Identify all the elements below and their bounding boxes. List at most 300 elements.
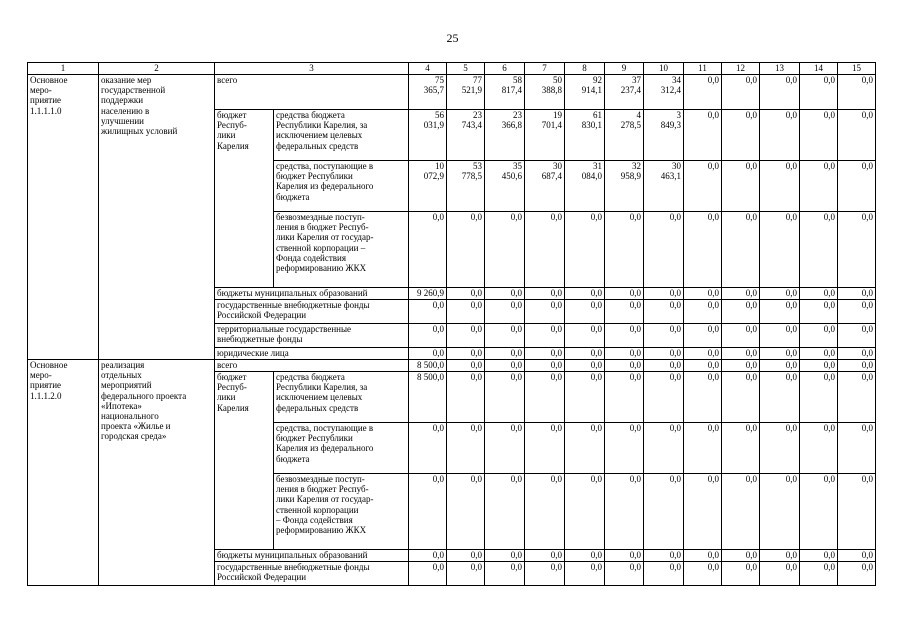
value-cell: 0,0	[605, 423, 644, 474]
value-cell: 0,0	[760, 423, 800, 474]
funding-source-cell	[274, 474, 409, 550]
funding-source-cell	[215, 324, 409, 348]
value-cell	[565, 161, 605, 212]
value-cell	[485, 161, 525, 212]
value-cell: 0,0	[800, 75, 838, 110]
value-cell	[409, 75, 447, 110]
value-cell	[525, 161, 565, 212]
header-cell: 7	[525, 63, 565, 75]
page-number: 25	[446, 31, 459, 45]
value-cell: 0,0	[485, 372, 525, 423]
funding-source-cell: всего	[215, 360, 409, 372]
funding-source-line: Российской Федерации	[217, 572, 307, 583]
budget-table	[27, 62, 876, 586]
funding-source-line: лики Карелия от государ-	[276, 232, 374, 243]
funding-source-line: ления в бюджет Респуб-	[276, 484, 369, 495]
table-row	[28, 75, 876, 110]
value-part: 849,3	[660, 120, 681, 131]
funding-source-cell: юридические лица	[215, 348, 409, 360]
value-part: 031,9	[423, 120, 444, 131]
value-part: 31	[593, 161, 602, 171]
value-part: 778,5	[461, 171, 482, 182]
value-cell: 0,0	[525, 423, 565, 474]
activity-code-line: Основное	[30, 75, 68, 85]
funding-source-line: – Фонда содействия	[276, 514, 353, 525]
value-cell: 0,0	[838, 300, 876, 324]
value-cell: 0,0	[485, 360, 525, 372]
value-cell: 0,0	[565, 372, 605, 423]
value-part: 084,0	[581, 171, 602, 182]
value-cell: 0,0	[644, 550, 684, 562]
value-cell	[525, 75, 565, 110]
value-cell: 0,0	[644, 360, 684, 372]
budget-source-group-line: бюджет	[217, 110, 247, 120]
value-part: 23	[513, 110, 522, 120]
funding-source-line: реформированию ЖКХ	[276, 525, 367, 536]
budget-source-group-line: Карелия	[217, 402, 249, 413]
value-cell: 0,0	[800, 360, 838, 372]
activity-description-line: улучшении	[101, 115, 144, 126]
value-part: 450,6	[501, 171, 522, 182]
value-part: 237,4	[620, 85, 641, 96]
value-cell: 0,0	[722, 288, 760, 300]
value-part: 312,4	[660, 85, 681, 96]
budget-source-group-cell	[215, 110, 274, 288]
value-cell: 0,0	[644, 372, 684, 423]
value-cell: 0,0	[760, 324, 800, 348]
funding-source-line: бюджета	[276, 453, 310, 464]
value-cell: 0,0	[409, 348, 447, 360]
value-part: 35	[513, 161, 522, 171]
value-part: 61	[593, 110, 602, 120]
value-cell: 0,0	[485, 212, 525, 288]
value-cell: 0,0	[644, 348, 684, 360]
value-cell: 0,0	[644, 324, 684, 348]
budget-source-group-line: лики	[217, 130, 236, 141]
value-cell: 0,0	[722, 550, 760, 562]
table-row	[28, 360, 876, 372]
value-cell: 0,0	[684, 360, 722, 372]
value-cell: 0,0	[800, 372, 838, 423]
value-cell: 0,0	[760, 110, 800, 161]
value-cell	[605, 110, 644, 161]
value-cell: 0,0	[485, 348, 525, 360]
value-cell: 0,0	[800, 324, 838, 348]
activity-description-line: федерального проекта	[101, 390, 187, 401]
value-cell: 0,0	[447, 423, 485, 474]
funding-source-line: средства бюджета	[276, 372, 345, 382]
value-cell: 0,0	[684, 562, 722, 586]
value-cell: 0,0	[525, 348, 565, 360]
activity-description-line: «Ипотека»	[101, 400, 142, 411]
value-cell: 0,0	[565, 474, 605, 550]
funding-source-line: лики Карелия от государ-	[276, 494, 374, 505]
value-cell: 0,0	[525, 212, 565, 288]
value-cell	[605, 75, 644, 110]
value-part: 687,4	[541, 171, 562, 182]
value-cell: 0,0	[760, 348, 800, 360]
value-cell: 0,0	[485, 474, 525, 550]
activity-description-line: реализация	[101, 360, 145, 370]
value-cell: 0,0	[485, 562, 525, 586]
value-cell: 0,0	[605, 562, 644, 586]
value-cell: 0,0	[800, 212, 838, 288]
value-cell: 0,0	[447, 474, 485, 550]
value-cell: 0,0	[605, 348, 644, 360]
funding-source-line: ственной корпорации –	[276, 242, 366, 253]
activity-code-cell	[28, 75, 99, 360]
header-cell: 3	[215, 63, 409, 75]
value-part: 072,9	[423, 171, 444, 182]
funding-source-cell	[274, 110, 409, 161]
value-cell: 0,0	[447, 372, 485, 423]
value-cell: 0,0	[525, 324, 565, 348]
value-cell: 0,0	[525, 372, 565, 423]
value-cell: 0,0	[838, 161, 876, 212]
value-part: 701,4	[541, 120, 562, 131]
value-part: 366,8	[501, 120, 522, 131]
funding-source-cell	[215, 300, 409, 324]
funding-source-line: государственные внебюджетные фонды	[217, 300, 370, 310]
value-cell: 8 500,0	[409, 360, 447, 372]
value-part: 4	[636, 110, 641, 120]
value-cell	[605, 161, 644, 212]
header-cell: 4	[409, 63, 447, 75]
value-part: 92	[593, 75, 602, 85]
header-cell: 14	[800, 63, 838, 75]
value-cell	[644, 75, 684, 110]
value-cell: 0,0	[800, 110, 838, 161]
value-part: 914,1	[581, 85, 602, 96]
funding-source-line: федеральных средств	[276, 140, 359, 151]
value-cell: 0,0	[525, 288, 565, 300]
value-cell	[644, 161, 684, 212]
value-cell: 0,0	[447, 288, 485, 300]
value-part: 958,9	[620, 171, 641, 182]
value-part: 3	[676, 110, 681, 120]
value-cell: 0,0	[485, 300, 525, 324]
value-cell: 0,0	[838, 360, 876, 372]
activity-description-line: проекта «Жилье и	[101, 421, 171, 432]
value-cell: 0,0	[409, 300, 447, 324]
value-cell: 0,0	[565, 360, 605, 372]
funding-source-cell	[274, 423, 409, 474]
value-cell	[485, 110, 525, 161]
value-cell: 0,0	[838, 110, 876, 161]
value-cell: 0,0	[409, 212, 447, 288]
value-cell: 0,0	[684, 75, 722, 110]
value-cell: 0,0	[565, 423, 605, 474]
value-cell: 0,0	[644, 300, 684, 324]
value-cell: 0,0	[525, 550, 565, 562]
value-cell: 0,0	[565, 324, 605, 348]
value-part: 10	[435, 161, 444, 171]
value-cell: 0,0	[684, 474, 722, 550]
value-cell: 0,0	[644, 212, 684, 288]
funding-source-line: средства, поступающие в	[276, 423, 374, 433]
value-cell: 0,0	[684, 372, 722, 423]
value-cell: 0,0	[722, 423, 760, 474]
value-part: 37	[632, 75, 641, 85]
table-body	[28, 63, 876, 586]
value-part: 30	[553, 161, 562, 171]
value-cell	[409, 110, 447, 161]
activity-code-line: приятие	[30, 380, 62, 391]
value-cell: 0,0	[722, 110, 760, 161]
value-cell: 0,0	[722, 348, 760, 360]
value-cell: 0,0	[485, 288, 525, 300]
funding-source-line: безвозмездные поступ-	[276, 474, 365, 484]
budget-source-group-cell	[215, 372, 274, 550]
value-cell: 0,0	[605, 474, 644, 550]
value-cell: 0,0	[760, 212, 800, 288]
activity-description-line: жилищных условий	[101, 126, 178, 137]
value-cell: 0,0	[722, 474, 760, 550]
value-cell: 0,0	[760, 474, 800, 550]
value-cell: 0,0	[447, 212, 485, 288]
value-cell: 0,0	[565, 212, 605, 288]
value-cell: 0,0	[838, 423, 876, 474]
value-cell	[409, 161, 447, 212]
value-part: 30	[672, 161, 681, 171]
value-cell: 0,0	[605, 288, 644, 300]
value-cell: 0,0	[760, 550, 800, 562]
value-part: 77	[473, 75, 482, 85]
budget-source-group-line: Карелия	[217, 140, 249, 151]
value-cell: 0,0	[605, 360, 644, 372]
value-part: 58	[513, 75, 522, 85]
value-cell: 0,0	[684, 324, 722, 348]
value-cell: 0,0	[565, 562, 605, 586]
budget-source-group-line: бюджет	[217, 372, 247, 382]
header-cell: 8	[565, 63, 605, 75]
value-cell: 0,0	[447, 348, 485, 360]
value-cell: 0,0	[525, 300, 565, 324]
header-cell: 12	[722, 63, 760, 75]
value-cell: 0,0	[838, 550, 876, 562]
header-cell: 2	[99, 63, 215, 75]
value-cell: 0,0	[605, 550, 644, 562]
value-cell: 0,0	[722, 360, 760, 372]
funding-source-line: федеральных средств	[276, 402, 359, 413]
funding-source-cell	[274, 212, 409, 288]
value-cell: 0,0	[644, 423, 684, 474]
value-cell: 0,0	[644, 474, 684, 550]
value-cell: 0,0	[838, 324, 876, 348]
value-cell: 0,0	[722, 75, 760, 110]
value-cell: 0,0	[760, 372, 800, 423]
header-cell: 1	[28, 63, 99, 75]
value-cell: 0,0	[409, 324, 447, 348]
funding-source-line: ления в бюджет Респуб-	[276, 222, 369, 233]
value-part: 463,1	[660, 171, 681, 182]
funding-source-line: бюджет Республики	[276, 171, 353, 182]
value-cell	[565, 75, 605, 110]
budget-source-group-line: лики	[217, 392, 236, 403]
activity-code-line: приятие	[30, 95, 62, 106]
value-cell: 0,0	[800, 474, 838, 550]
funding-source-line: средства, поступающие в	[276, 161, 374, 171]
value-cell: 0,0	[800, 423, 838, 474]
value-cell: 0,0	[838, 474, 876, 550]
value-cell: 0,0	[760, 300, 800, 324]
value-part: 278,5	[620, 120, 641, 131]
value-part: 830,1	[581, 120, 602, 131]
budget-source-group-line: Респуб-	[217, 120, 247, 131]
header-cell: 6	[485, 63, 525, 75]
value-cell: 0,0	[838, 372, 876, 423]
value-part: 56	[435, 110, 444, 120]
value-cell	[565, 110, 605, 161]
value-cell	[525, 110, 565, 161]
value-part: 50	[553, 75, 562, 85]
funding-source-cell	[215, 562, 409, 586]
value-cell: 0,0	[760, 288, 800, 300]
value-cell: 0,0	[760, 75, 800, 110]
value-cell: 0,0	[644, 562, 684, 586]
funding-source-cell: бюджеты муниципальных образований	[215, 550, 409, 562]
header-cell: 5	[447, 63, 485, 75]
activity-description-line: городская среда»	[101, 431, 167, 442]
header-cell: 9	[605, 63, 644, 75]
value-cell	[644, 110, 684, 161]
funding-source-line: Российской Федерации	[217, 310, 307, 321]
value-cell: 0,0	[485, 423, 525, 474]
value-cell: 0,0	[644, 288, 684, 300]
value-cell: 0,0	[800, 550, 838, 562]
value-part: 19	[553, 110, 562, 120]
value-cell: 0,0	[447, 550, 485, 562]
activity-description-line: национального	[101, 411, 159, 422]
value-cell: 0,0	[684, 110, 722, 161]
value-cell: 0,0	[684, 423, 722, 474]
value-cell: 0,0	[485, 324, 525, 348]
header-cell: 10	[644, 63, 684, 75]
value-cell	[485, 75, 525, 110]
value-cell: 0,0	[409, 550, 447, 562]
funding-source-line: бюджета	[276, 191, 310, 202]
funding-source-line: Карелия из федерального	[276, 181, 374, 192]
funding-source-line: ственной корпорации	[276, 504, 359, 515]
header-cell: 13	[760, 63, 800, 75]
value-cell: 0,0	[722, 212, 760, 288]
value-cell: 0,0	[605, 372, 644, 423]
value-cell: 0,0	[447, 300, 485, 324]
value-cell: 0,0	[684, 300, 722, 324]
value-cell: 0,0	[684, 348, 722, 360]
value-part: 817,4	[501, 85, 522, 96]
value-cell: 0,0	[525, 474, 565, 550]
activity-code-line: меро-	[30, 85, 52, 96]
value-cell: 0,0	[409, 562, 447, 586]
value-cell: 0,0	[838, 212, 876, 288]
value-cell: 0,0	[760, 360, 800, 372]
activity-description-cell	[99, 75, 215, 360]
activity-description-line: мероприятий	[101, 380, 152, 391]
activity-code-line: 1.1.1.1.0	[30, 105, 62, 116]
activity-description-line: населению в	[101, 105, 150, 116]
value-cell: 0,0	[684, 288, 722, 300]
value-cell: 0,0	[722, 372, 760, 423]
value-cell: 0,0	[722, 161, 760, 212]
value-part: 365,7	[423, 85, 444, 96]
value-cell: 9 260,9	[409, 288, 447, 300]
value-part: 521,9	[461, 85, 482, 96]
value-cell: 0,0	[838, 75, 876, 110]
funding-source-line: реформированию ЖКХ	[276, 263, 367, 274]
value-cell: 0,0	[838, 348, 876, 360]
value-cell: 0,0	[800, 288, 838, 300]
value-cell: 0,0	[409, 474, 447, 550]
budget-source-group-line: Респуб-	[217, 382, 247, 393]
activity-description-line: оказание мер	[101, 75, 152, 85]
value-cell: 0,0	[800, 562, 838, 586]
header-cell: 15	[838, 63, 876, 75]
value-cell: 0,0	[525, 360, 565, 372]
value-cell: 0,0	[760, 161, 800, 212]
value-cell: 0,0	[800, 348, 838, 360]
value-cell: 0,0	[525, 562, 565, 586]
value-part: 743,4	[461, 120, 482, 131]
value-cell: 0,0	[800, 161, 838, 212]
funding-source-line: бюджет Республики	[276, 433, 353, 444]
funding-source-line: средства бюджета	[276, 110, 345, 120]
activity-description-line: поддержки	[101, 95, 144, 106]
funding-source-line: территориальные государственные	[217, 324, 352, 334]
value-cell: 0,0	[605, 324, 644, 348]
value-part: 23	[473, 110, 482, 120]
activity-code-line: Основное	[30, 360, 68, 370]
value-cell: 0,0	[565, 300, 605, 324]
activity-code-line: меро-	[30, 370, 52, 381]
funding-source-line: безвозмездные поступ-	[276, 212, 365, 222]
value-part: 34	[672, 75, 681, 85]
value-cell	[447, 161, 485, 212]
value-cell: 0,0	[800, 300, 838, 324]
value-cell: 0,0	[722, 300, 760, 324]
value-cell: 0,0	[605, 300, 644, 324]
value-cell: 0,0	[722, 562, 760, 586]
value-cell: 0,0	[838, 562, 876, 586]
value-cell: 0,0	[722, 324, 760, 348]
funding-source-cell	[274, 161, 409, 212]
value-cell: 0,0	[684, 550, 722, 562]
value-cell: 0,0	[447, 360, 485, 372]
value-part: 75	[435, 75, 444, 85]
value-cell: 0,0	[684, 161, 722, 212]
value-part: 388,8	[541, 85, 562, 96]
value-cell: 0,0	[447, 562, 485, 586]
funding-source-line: Республики Карелия, за	[276, 120, 368, 131]
funding-source-line: внебюджетные фонды	[217, 334, 303, 345]
activity-description-line: государственной	[101, 85, 166, 96]
funding-source-line: исключением целевых	[276, 130, 363, 141]
value-cell: 0,0	[565, 288, 605, 300]
funding-source-cell: всего	[215, 75, 409, 110]
value-part: 53	[473, 161, 482, 171]
activity-code-cell	[28, 360, 99, 586]
funding-source-cell	[274, 372, 409, 423]
value-cell: 0,0	[684, 212, 722, 288]
funding-source-line: Республики Карелия, за	[276, 382, 368, 393]
activity-description-cell	[99, 360, 215, 586]
funding-source-cell: бюджеты муниципальных образований	[215, 288, 409, 300]
value-cell: 0,0	[760, 562, 800, 586]
header-cell: 11	[684, 63, 722, 75]
funding-source-line: исключением целевых	[276, 392, 363, 403]
funding-source-line: государственные внебюджетные фонды	[217, 562, 370, 572]
activity-description-line: отдельных	[101, 370, 142, 381]
